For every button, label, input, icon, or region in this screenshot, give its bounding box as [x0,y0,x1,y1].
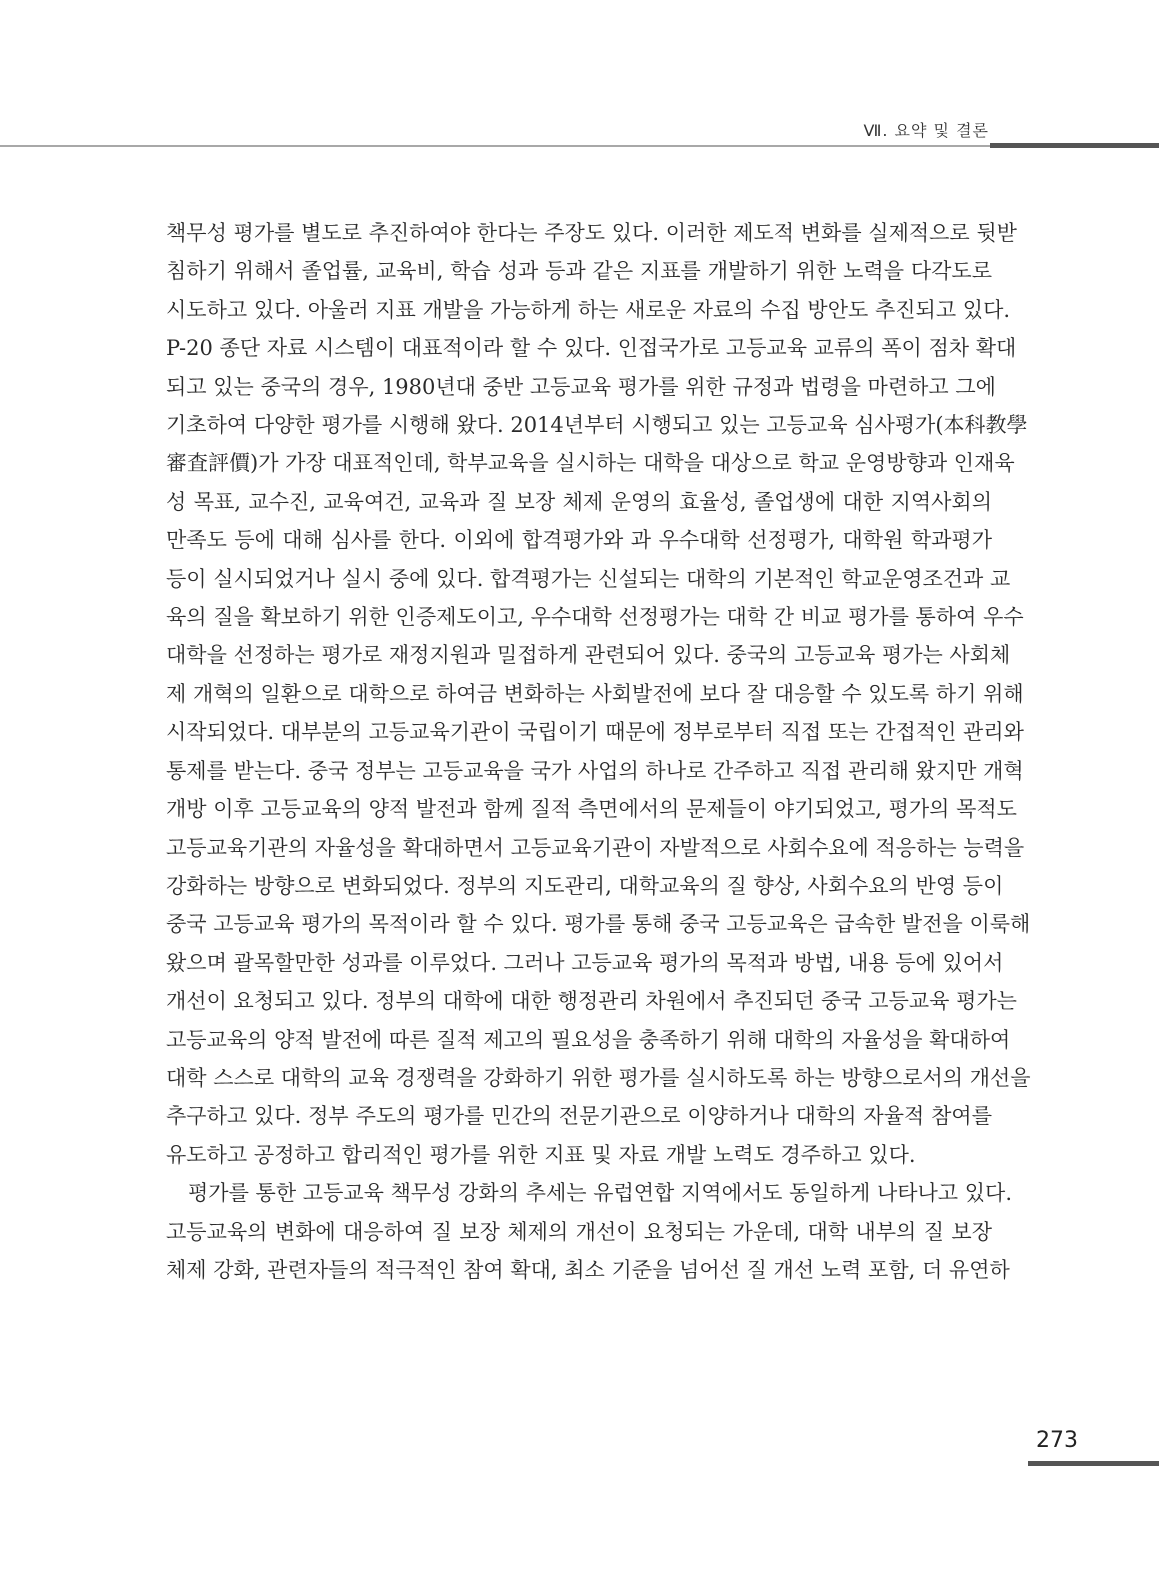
text-line: 대학 스스로 대학의 교육 경쟁력을 강화하기 위한 평가를 실시하도록 하는 방향으로서의 개선을 [166,1065,1031,1090]
text-line: 고등교육기관의 자율성을 확대하면서 고등교육기관이 자발적으로 사회수요에 적응하는 능력을 [166,835,1025,860]
text-line: 중국 고등교육 평가의 목적이라 할 수 있다. 평가를 통해 중국 고등교육은 급속한 발전을 이룩해 [166,912,1031,937]
text-line: 침하기 위해서 졸업률, 교육비, 학습 성과 등과 같은 지표를 개발하기 위한 노력을 다각도로 [166,259,992,284]
text-line: 육의 질을 확보하기 위한 인증제도이고, 우수대학 선정평가는 대학 간 비교 평가를 통하여 우수 [166,605,1024,630]
text-line: 성 목표, 교수진, 교육여건, 교육과 질 보장 체제 운영의 효율성, 졸업생에 대한 지역사회의 [166,489,992,514]
text-line: 고등교육의 양적 발전에 따른 질적 제고의 필요성을 충족하기 위해 대학의 자율성을 확대하여 [166,1027,1011,1052]
text-line: 등이 실시되었거나 실시 중에 있다. 합격평가는 신설되는 대학의 기본적인 학교운영조건과 교 [166,566,1011,591]
text-line: 시도하고 있다. 아울러 지표 개발을 가능하게 하는 새로운 자료의 수집 방안도 추진되고 있다. [166,297,1011,322]
page-number: 273 [1036,1428,1078,1453]
text-line: 체제 강화, 관련자들의 적극적인 참여 확대, 최소 기준을 넘어선 질 개선 노력 포함, 더 유연하 [166,1257,1010,1282]
text-line: 대학을 선정하는 평가로 재정지원과 밀접하게 관련되어 있다. 중국의 고등교육 평가는 사회체 [166,643,1011,668]
text-line: P-20 종단 자료 시스템이 대표적이라 할 수 있다. 인접국가로 고등교육 교류의 폭이 점차 확대 [166,336,1017,361]
text-line: 개방 이후 고등교육의 양적 발전과 함께 질적 측면에서의 문제들이 야기되었고, 평가의 목적도 [166,797,1017,822]
text-line: 개선이 요청되고 있다. 정부의 대학에 대한 행정관리 차원에서 추진되던 중국 고등교육 평가는 [166,989,1017,1014]
body-text [166,214,1031,1289]
text-line: 평가를 통한 고등교육 책무성 강화의 추세는 유럽연합 지역에서도 동일하게 나타나고 있다. [188,1181,1013,1206]
text-line: 고등교육의 변화에 대응하여 질 보장 체제의 개선이 요청되는 가운데, 대학 내부의 질 보장 [166,1219,992,1244]
footer-rule [1028,1461,1159,1466]
text-line: 되고 있는 중국의 경우, 1980년대 중반 고등교육 평가를 위한 규정과 법령을 마련하고 그에 [166,374,996,399]
text-line: 왔으며 괄목할만한 성과를 이루었다. 그러나 고등교육 평가의 목적과 방법, 내용 등에 있어서 [166,950,1004,975]
header-rule-accent [990,143,1159,148]
text-line: 강화하는 방향으로 변화되었다. 정부의 지도관리, 대학교육의 질 향상, 사회수요의 반영 등이 [166,873,1004,898]
text-line: 기초하여 다양한 평가를 시행해 왔다. 2014년부터 시행되고 있는 고등교육 심사평가(本科教學 [166,413,1028,438]
text-line: 만족도 등에 대해 심사를 한다. 이외에 합격평가와 과 우수대학 선정평가, 대학원 학과평가 [166,528,992,553]
text-line: 審査評價)가 가장 대표적인데, 학부교육을 실시하는 대학을 대상으로 학교 운영방향과 인재육 [166,451,1015,476]
text-line: 제 개혁의 일환으로 대학으로 하여금 변화하는 사회발전에 보다 잘 대응할 수 있도록 하기 위해 [166,681,1024,706]
running-header: Ⅶ. 요약 및 결론 [863,121,989,140]
text-line: 책무성 평가를 별도로 추진하여야 한다는 주장도 있다. 이러한 제도적 변화를 실제적으로 뒷받 [166,221,1017,245]
text-line: 통제를 받는다. 중국 정부는 고등교육을 국가 사업의 하나로 간주하고 직접 관리해 왔지만 개혁 [166,758,1024,783]
text-line: 시작되었다. 대부분의 고등교육기관이 국립이기 때문에 정부로부터 직접 또는 간접적인 관리와 [166,720,1024,745]
text-line: 추구하고 있다. 정부 주도의 평가를 민간의 전문기관으로 이양하거나 대학의 자율적 참여를 [166,1104,992,1129]
text-line: 유도하고 공정하고 합리적인 평가를 위한 지표 및 자료 개발 노력도 경주하고 있다. [166,1142,916,1167]
header-rule [0,145,990,147]
